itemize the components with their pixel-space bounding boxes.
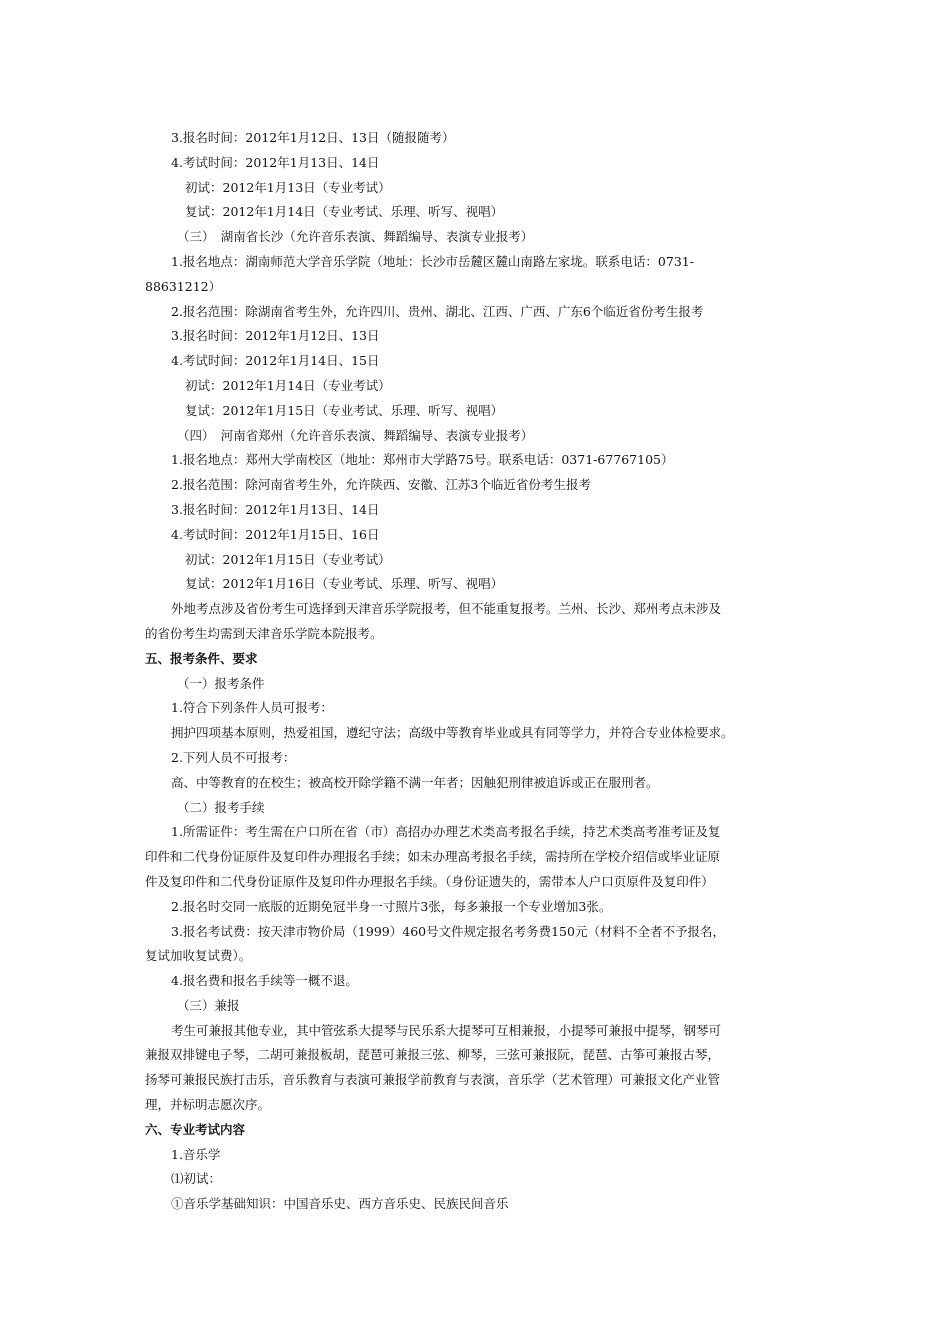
text-line: 扬琴可兼报民族打击乐，音乐教育与表演可兼报学前教育与表演，音乐学（艺术管理）可兼报文化产业管 (145, 1072, 721, 1088)
text-line: 高、中等教育的在校生；被高校开除学籍不满一年者；因触犯刑律被追诉或正在服刑者。 (171, 774, 659, 790)
text-line: 考生可兼报其他专业，其中管弦系大提琴与民乐系大提琴可互相兼报，小提琴可兼报中提琴，钢琴可 (171, 1022, 722, 1038)
text-line: 件及复印件和二代身份证原件及复印件办理报名手续。（身份证遗失的，需带本人户口页原件及复印件） (145, 873, 714, 889)
text-line: 3.报名时间：2012年1月12日、13日 (171, 328, 380, 344)
text-line: 1.所需证件：考生需在户口所在省（市）高招办办理艺术类高考报名手续，持艺术类高考准考证及复 (171, 824, 721, 840)
text-line: 拥护四项基本原则，热爱祖国，遵纪守法；高级中等教育毕业或具有同等学力，并符合专业体检要求。 (171, 725, 734, 741)
text-line: 88631212） (145, 278, 222, 294)
text-line: 复试加收复试费）。 (145, 948, 252, 964)
text-line: 2.报名范围：除湖南省考生外，允许四川、贵州、湖北、江西、广西、广东6个临近省份考生报考 (171, 303, 704, 319)
text-line: 理，并标明志愿次序。 (145, 1097, 271, 1113)
text-line: 4.考试时间：2012年1月14日、15日 (171, 353, 380, 369)
text-line: （三） 湖南省长沙（允许音乐表演、舞蹈编导、表演专业报考） (177, 229, 534, 245)
text-line: ①音乐学基础知识：中国音乐史、西方音乐史、民族民间音乐 (171, 1196, 509, 1212)
text-line: （二）报考手续 (177, 799, 265, 815)
text-line: 复试：2012年1月16日（专业考试、乐理、听写、视唱） (185, 576, 504, 592)
text-line: 4.报名费和报名手续等一概不退。 (171, 973, 358, 989)
text-line: 复试：2012年1月14日（专业考试、乐理、听写、视唱） (185, 204, 504, 220)
text-line: 复试：2012年1月15日（专业考试、乐理、听写、视唱） (185, 402, 504, 418)
text-line: 4.考试时间：2012年1月15日、16日 (171, 526, 380, 542)
text-line: 2.报名范围：除河南省考生外，允许陕西、安徽、江苏3个临近省份考生报考 (171, 477, 591, 493)
text-line: 兼报双排键电子琴，二胡可兼报板胡，琵琶可兼报三弦、柳琴，三弦可兼报阮，琵琶、古筝可兼报古琴， (145, 1047, 721, 1063)
text-line: 2.下列人员不可报考： (171, 749, 296, 765)
text-line: 初试：2012年1月15日（专业考试） (185, 551, 391, 567)
text-line: 3.报名时间：2012年1月13日、14日 (171, 501, 380, 517)
text-line: 3.报名时间：2012年1月12日、13日（随报随考） (171, 130, 455, 145)
text-line: 3.报名考试费：按天津市物价局（1999）460号文件规定报名考务费150元（材料不全者不予报名， (171, 923, 725, 939)
section-heading: 六、专业考试内容 (145, 1121, 246, 1137)
text-line: 1.符合下列条件人员可报考： (171, 700, 333, 716)
text-line: ⑴初试： (171, 1171, 222, 1187)
text-line: （一）报考条件 (177, 675, 265, 691)
text-line: 印件和二代身份证原件及复印件办理报名手续；如未办理高考报名手续，需持所在学校介绍信或毕业证原 (145, 849, 721, 865)
text-line: 初试：2012年1月14日（专业考试） (185, 377, 391, 393)
text-line: 1.报名地点：郑州大学南校区（地址：郑州市大学路75号。联系电话：0371-67767105） (171, 452, 674, 468)
text-line: 的省份考生均需到天津音乐学院本院报考。 (145, 625, 383, 641)
text-line: 外地考点涉及省份考生可选择到天津音乐学院报考，但不能重复报考。兰州、长沙、郑州考点未涉及 (171, 601, 722, 617)
text-line: （四） 河南省郑州（允许音乐表演、舞蹈编导、表演专业报考） (177, 427, 534, 443)
text-line: 初试：2012年1月13日（专业考试） (185, 179, 391, 195)
text-line: 1.音乐学 (171, 1146, 221, 1162)
text-line: 1.报名地点：湖南师范大学音乐学院（地址：长沙市岳麓区麓山南路左家垅。联系电话：0731- (171, 253, 694, 269)
text-line: 4.考试时间：2012年1月13日、14日 (171, 154, 380, 170)
text-line: （三）兼报 (177, 997, 240, 1013)
text-line: 2.报名时交同一底版的近期免冠半身一寸照片3张，每多兼报一个专业增加3张。 (171, 898, 612, 914)
document-body (145, 126, 815, 1217)
section-heading: 五、报考条件、要求 (145, 650, 258, 666)
